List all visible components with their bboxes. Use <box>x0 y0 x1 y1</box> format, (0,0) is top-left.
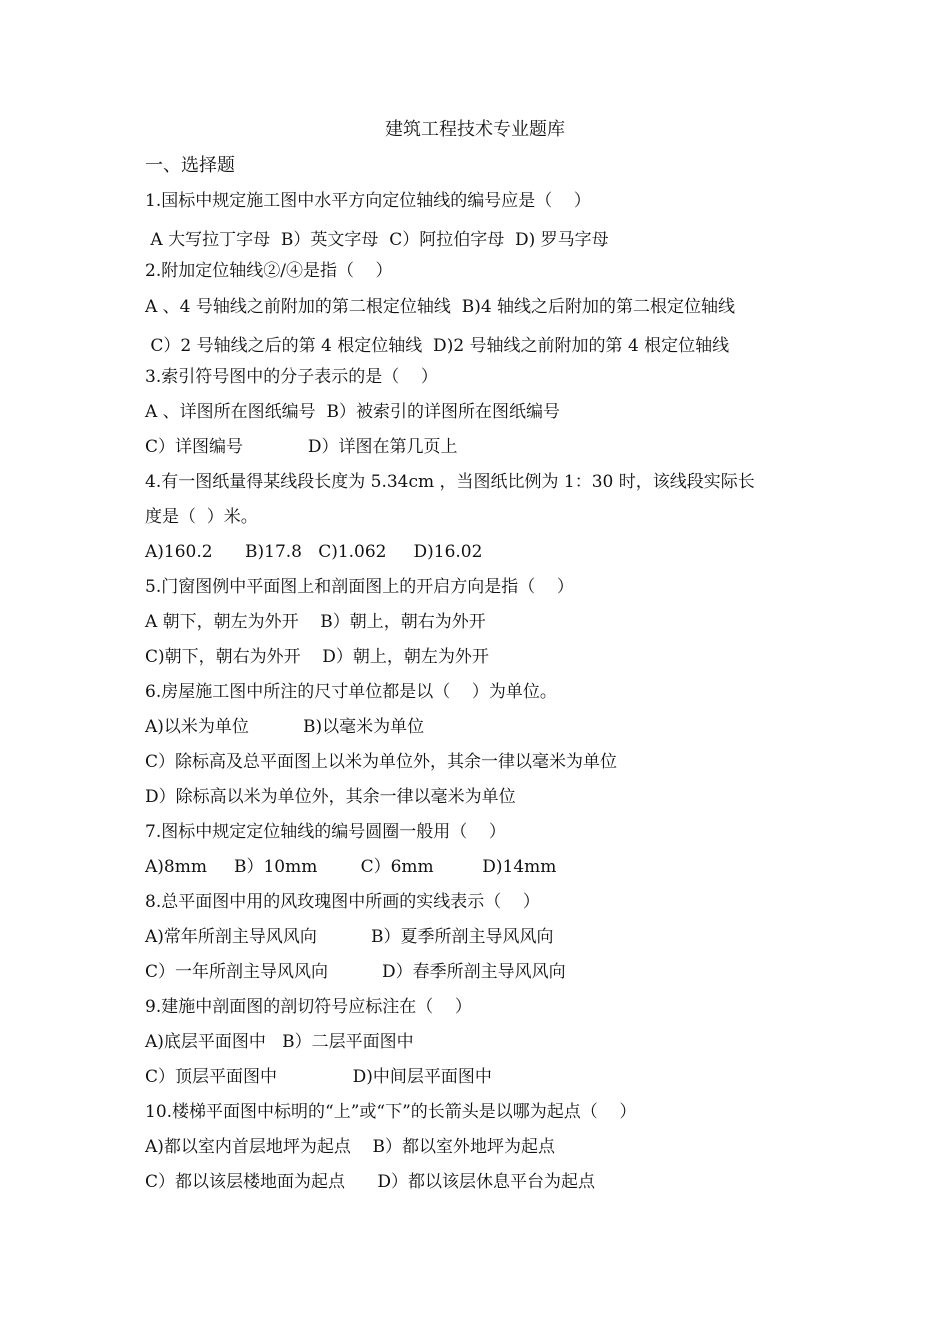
options-line: C）顶层平面图中 D)中间层平面图中 <box>145 1067 492 1087</box>
options-line: C）都以该层楼地面为起点 D）都以该层休息平台为起点 <box>145 1172 596 1192</box>
options-line: A)以米为单位 B)以毫米为单位 <box>145 717 425 737</box>
question-line: 5.门窗图例中平面图上和剖面图上的开启方向是指（ ） <box>145 577 574 597</box>
options-line: C）一年所剖主导风风向 D）春季所剖主导风风向 <box>145 962 566 982</box>
options-line: A 朝下，朝左为外开 B）朝上，朝右为外开 <box>145 612 486 632</box>
options-line: A)8mm B）10mm C）6mm D)14mm <box>145 857 557 877</box>
question-line: 2.附加定位轴线②/④是指（ ） <box>145 261 393 281</box>
document-title: 建筑工程技术专业题库 <box>385 119 565 140</box>
options-line: A)160.2 B)17.8 C)1.062 D)16.02 <box>145 542 483 562</box>
options-line: A 、详图所在图纸编号 B）被索引的详图所在图纸编号 <box>145 402 560 422</box>
question-line: 度是（ ）米。 <box>145 507 258 527</box>
options-line: A 、4 号轴线之前附加的第二根定位轴线 B)4 轴线之后附加的第二根定位轴线 <box>145 297 736 317</box>
options-line: A)都以室内首层地坪为起点 B）都以室外地坪为起点 <box>145 1137 556 1157</box>
question-line: 4.有一图纸量得某线段长度为 5.34cm ，当图纸比例为 1：30 时，该线段实际长 <box>145 472 755 492</box>
options-line: C）详图编号 D）详图在第几页上 <box>145 437 458 457</box>
options-line: A)常年所剖主导风风向 B）夏季所剖主导风风向 <box>145 927 554 947</box>
options-line: A)底层平面图中 B）二层平面图中 <box>145 1032 414 1052</box>
question-line: 1.国标中规定施工图中水平方向定位轴线的编号应是（ ） <box>145 191 591 211</box>
options-line: C）2 号轴线之后的第 4 根定位轴线 D)2 号轴线之前附加的第 4 根定位轴线 <box>145 336 730 356</box>
question-line: 10.楼梯平面图中标明的“上”或“下”的长箭头是以哪为起点（ ） <box>145 1102 637 1122</box>
question-line: 8.总平面图中用的风玫瑰图中所画的实线表示（ ） <box>145 892 540 912</box>
question-line: 7.图标中规定定位轴线的编号圆圈一般用（ ） <box>145 822 506 842</box>
options-line: A 大写拉丁字母 B）英文字母 C）阿拉伯字母 D) 罗马字母 <box>145 230 609 250</box>
question-line: 6.房屋施工图中所注的尺寸单位都是以（ ）为单位。 <box>145 682 557 702</box>
question-line: 9.建施中剖面图的剖切符号应标注在（ ） <box>145 997 472 1017</box>
question-line: 3.索引符号图中的分子表示的是（ ） <box>145 367 438 387</box>
options-line: C)朝下，朝右为外开 D）朝上，朝左为外开 <box>145 647 489 667</box>
section-heading: 一、选择题 <box>145 155 235 176</box>
options-line: D）除标高以米为单位外，其余一律以毫米为单位 <box>145 787 516 807</box>
options-line: C）除标高及总平面图上以米为单位外，其余一律以毫米为单位 <box>145 752 618 772</box>
